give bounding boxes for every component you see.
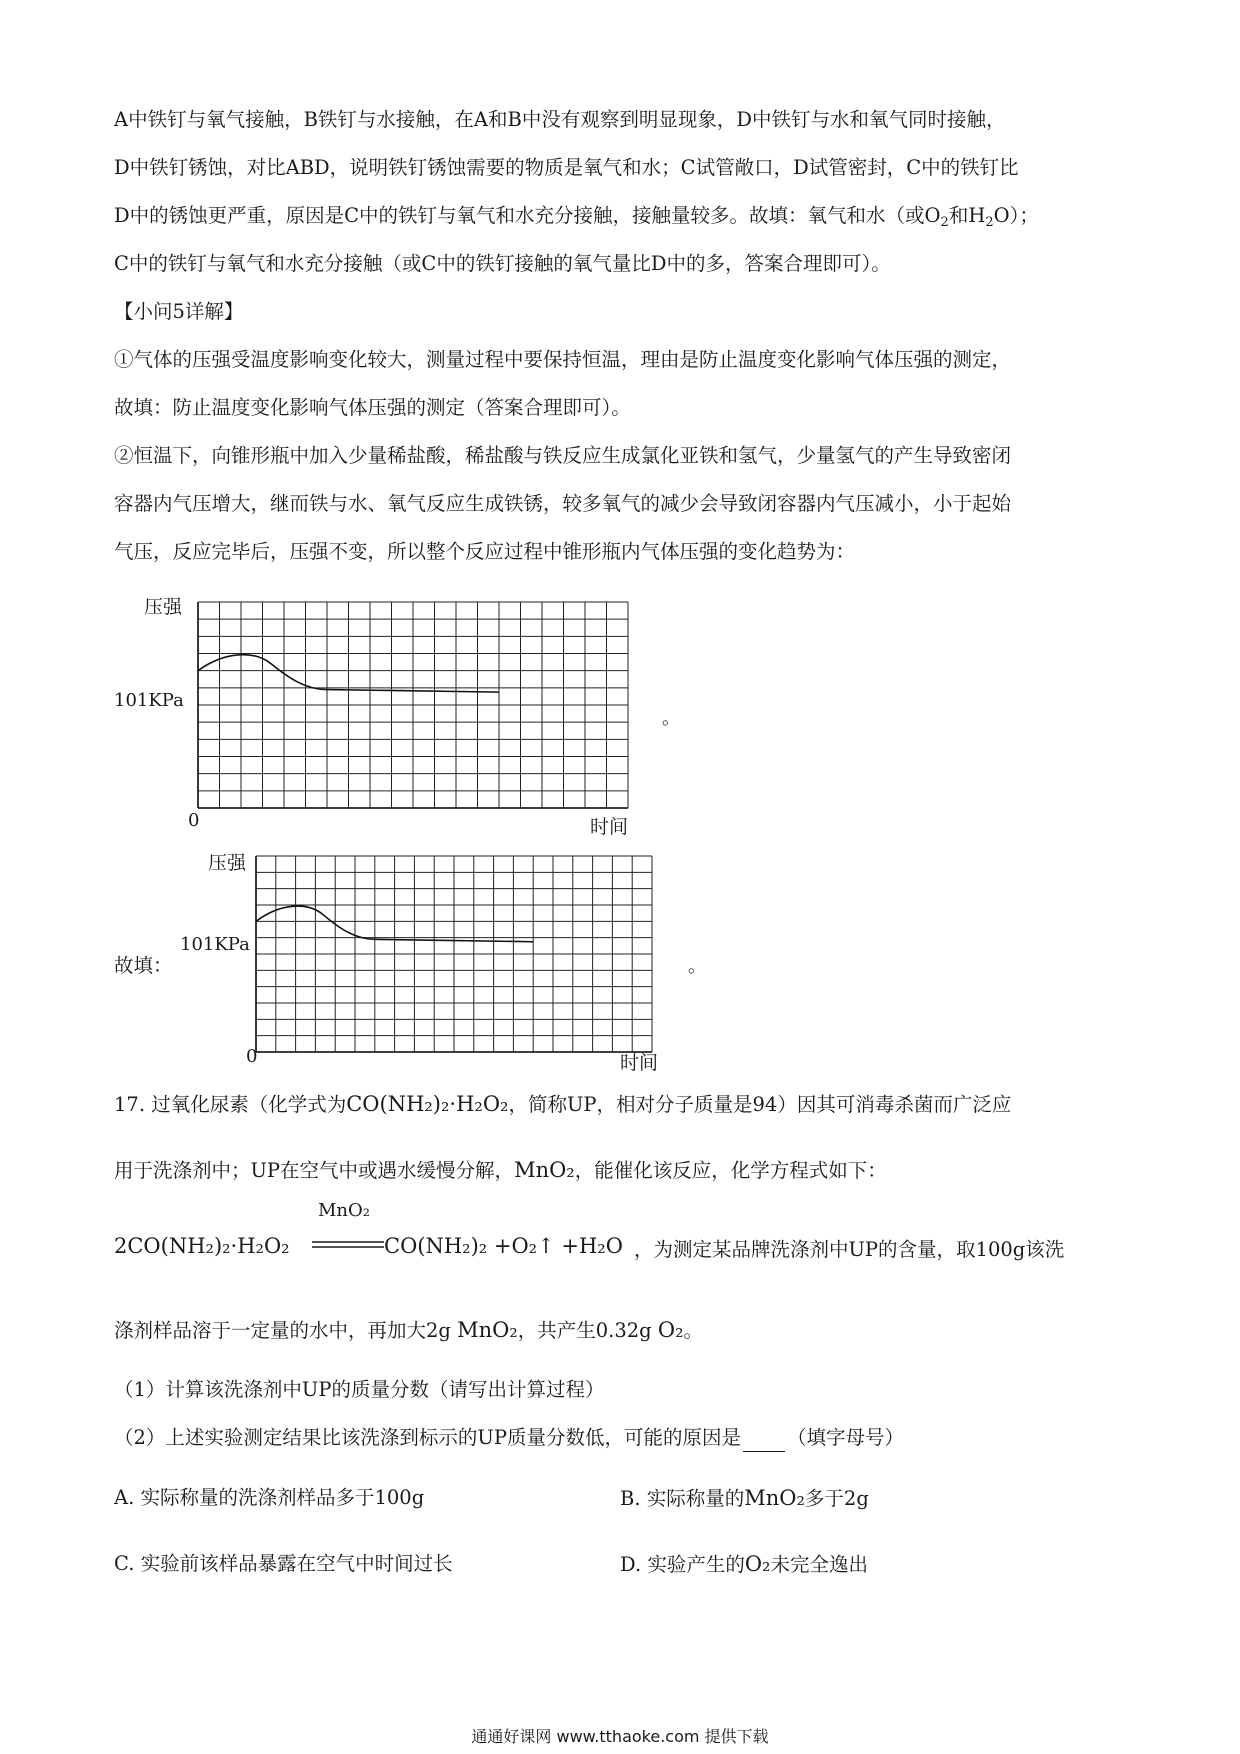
option-d-a: D. 实验产生的: [620, 1553, 745, 1576]
q17-text-4a: 涤剂样品溶于一定量的水中，再加大2g: [114, 1319, 451, 1342]
text-line-4: C中的铁钉与氧气和水充分接触（或C中的铁钉接触的氧气量比D中的多，答案合理即可）。: [114, 252, 891, 275]
option-d: [620, 1550, 868, 1579]
q17-text-4b: ，共产生0.32g: [517, 1319, 652, 1342]
text-line-3c: O）；: [993, 204, 1039, 227]
q17-mno2: MnO₂: [514, 1158, 575, 1182]
equation-left: 2CO(NH₂)₂·H₂O₂: [114, 1234, 290, 1258]
pressure-chart-2: [256, 856, 652, 1052]
period-1: 。: [662, 708, 680, 729]
option-b: [620, 1484, 869, 1513]
option-b-a: B. 实际称量的: [620, 1487, 745, 1510]
q17-text-2a: 用于洗涤剂中；UP在空气中或遇水缓慢分解，: [114, 1159, 515, 1182]
option-a: A. 实际称量的洗涤剂样品多于100g: [114, 1486, 425, 1509]
chart2-origin-label: 0: [246, 1046, 258, 1067]
text-line-2: D中铁钉锈蚀，对比ABD，说明铁钉锈蚀需要的物质是氧气和水；C试管敞口，D试管密封，C中的铁钉比: [114, 156, 1019, 179]
subquestion-2: [114, 1424, 904, 1452]
pressure-chart-1: [198, 602, 628, 808]
period-2: 。: [688, 956, 706, 977]
text-line-1: A中铁钉与氧气接触，B铁钉与水接触，在A和B中没有观察到明显现象，D中铁钉与水和氧气同时接触，: [114, 108, 1006, 131]
equation-catalyst: MnO₂: [318, 1200, 370, 1221]
q17-text-1a: 17. 过氧化尿素（化学式为: [114, 1093, 347, 1116]
subquestion-1: （1）计算该洗涤剂中UP的质量分数（请写出计算过程）: [114, 1378, 605, 1401]
q17-line-1: [114, 1090, 1011, 1119]
q17-o2: O₂: [657, 1318, 684, 1342]
q17-mno2-2: MnO₂: [457, 1318, 518, 1342]
chart2-xlabel: 时间: [620, 1052, 659, 1074]
q17-text-4c: 。: [683, 1319, 704, 1342]
option-b-b: 多于2g: [804, 1487, 869, 1510]
option-d-o2: O₂: [744, 1552, 771, 1576]
text-line-7: ②恒温下，向锥形瓶中加入少量稀盐酸，稀盐酸与铁反应生成氯化亚铁和氢气，少量氢气的产生导致密闭: [114, 444, 1012, 467]
answer-blank[interactable]: [743, 1431, 785, 1452]
q17-text-2b: ，能催化该反应，化学方程式如下：: [574, 1159, 887, 1182]
q17-text-1b: ，简称UP，相对分子质量是94）因其可消毒杀菌而广泛应: [508, 1093, 1012, 1116]
text-line-5: ①气体的压强受温度影响变化较大，测量过程中要保持恒温，理由是防止温度变化影响气体压强的测定，: [114, 348, 1012, 371]
chart1-origin-label: 0: [188, 810, 200, 831]
text-line-6: 故填：防止温度变化影响气体压强的测定（答案合理即可）。: [114, 396, 631, 419]
chart2-ylabel: 压强: [208, 852, 247, 874]
text-line-3: D中的锈蚀更严重，原因是C中的铁钉与氧气和水充分接触，接触量较多。故填：氧气和水（或$O_2$和$H_2O$）；: [114, 204, 1039, 230]
equation-right: CO(NH₂)₂ +O₂↑ +H₂O: [384, 1234, 623, 1258]
answer-prefix: 故填：: [114, 954, 173, 977]
q17-text-3b: ，为测定某品牌洗涤剂中UP的含量，取100g该洗: [634, 1238, 1065, 1261]
text-line-3b: 和H: [948, 204, 986, 227]
q17-formula-up: CO(NH₂)₂·H₂O₂: [346, 1092, 509, 1116]
q17-line-2: [114, 1156, 887, 1185]
chart1-ylabel: 压强: [144, 596, 183, 618]
chart1-reference-label: 101KPa: [114, 690, 184, 711]
text-line-3a: D中的锈蚀更严重，原因是C中的铁钉与氧气和水充分接触，接触量较多。故填：氧气和水（或O: [114, 204, 941, 227]
chart2-reference-label: 101KPa: [180, 934, 250, 955]
text-line-9: 气压，反应完毕后，压强不变，所以整个反应过程中锥形瓶内气体压强的变化趋势为：: [114, 540, 856, 563]
option-b-mno2: MnO₂: [744, 1486, 805, 1510]
option-d-b: 未完全逸出: [770, 1553, 868, 1576]
subquestion-2b: （填字母号）: [786, 1426, 904, 1449]
equation-equals-sign: [312, 1240, 384, 1250]
subquestion-2a: （2）上述实验测定结果比该洗涤到标示的UP质量分数低，可能的原因是: [114, 1426, 741, 1449]
chart1-xlabel: 时间: [590, 816, 629, 838]
q17-line-4: [114, 1316, 703, 1345]
section-heading: 【小问5详解】: [114, 300, 244, 323]
page-footer: 通通好课网 www.tthaoke.com 提供下载: [471, 1727, 769, 1746]
option-c: C. 实验前该样品暴露在空气中时间过长: [114, 1552, 453, 1575]
text-line-8: 容器内气压增大，继而铁与水、氧气反应生成铁锈，较多氧气的减少会导致闭容器内气压减小，小于起始: [114, 492, 1012, 515]
